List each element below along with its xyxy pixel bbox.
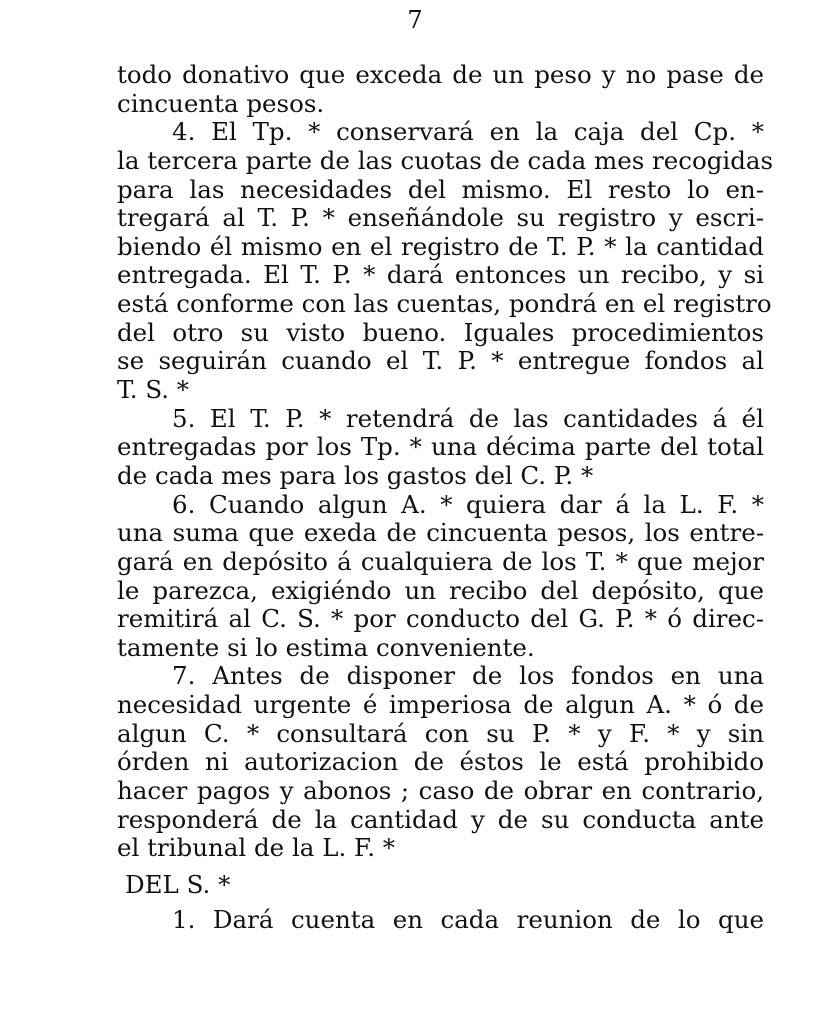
text-line: necesidad urgente é imperiosa de algun A. * ó de	[117, 690, 764, 720]
body-text	[117, 60, 774, 934]
text-line: cincuenta pesos.	[117, 88, 325, 118]
text-line: entregada. El T. P. * dará entonces un recibo, y si	[117, 260, 764, 290]
text-line: T. S. *	[117, 375, 190, 405]
text-line: todo donativo que exceda de un peso y no pase de	[117, 60, 764, 89]
page-number: 7	[407, 6, 423, 34]
text-line: le parezca, exigiéndo un recibo del depósito, que	[117, 575, 764, 605]
text-line: órden ni autorizacion de éstos le está prohibido	[117, 747, 764, 777]
text-line: se seguirán cuando el T. P. * entregue fondos al	[117, 346, 764, 376]
paragraph-4-start: 4. El Tp. * conservará en la caja del Cp. *	[172, 117, 764, 147]
text-line: tamente si lo estima conveniente.	[117, 632, 535, 662]
text-line: una suma que exeda de cincuenta pesos, los entre-	[117, 518, 764, 548]
paragraph-5-start: 5. El T. P. * retendrá de las cantidades á él	[172, 403, 764, 433]
text-line: responderá de la cantidad y de su conducta ante	[117, 804, 764, 834]
text-line: la tercera parte de las cuotas de cada mes recogidas	[117, 145, 774, 175]
text-line: algun C. * consultará con su P. * y F. * y sin	[117, 718, 764, 748]
text-line: para las necesidades del mismo. El resto lo en-	[117, 174, 764, 204]
text-line: gará en depósito á cualquiera de los T. * que mejor	[117, 546, 764, 576]
text-line: del otro su visto bueno. Iguales procedimientos	[117, 317, 764, 347]
paragraph-7-start: 7. Antes de disponer de los fondos en una	[172, 661, 764, 691]
text-line: el tribunal de la L. F. *	[117, 833, 396, 863]
paragraph-6-start: 6. Cuando algun A. * quiera dar á la L. F. *	[172, 489, 764, 519]
text-line: hacer pagos y abonos ; caso de obrar en contrario,	[117, 776, 764, 806]
text-line: de cada mes para los gastos del C. P. *	[117, 460, 594, 490]
section-heading: DEL S. *	[125, 869, 231, 899]
text-line: entregadas por los Tp. * una décima parte del total	[117, 432, 764, 462]
text-line: biendo él mismo en el registro de T. P. * la cantidad	[117, 231, 764, 261]
text-line: tregará al T. P. * enseñándole su registro y escri-	[117, 203, 764, 233]
text-line: remitirá al C. S. * por conducto del G. P. * ó direc-	[117, 604, 764, 634]
section-paragraph-1-start: 1. Dará cuenta en cada reunion de lo que	[172, 904, 764, 934]
text-line: está conforme con las cuentas, pondrá en el registro	[117, 289, 772, 319]
